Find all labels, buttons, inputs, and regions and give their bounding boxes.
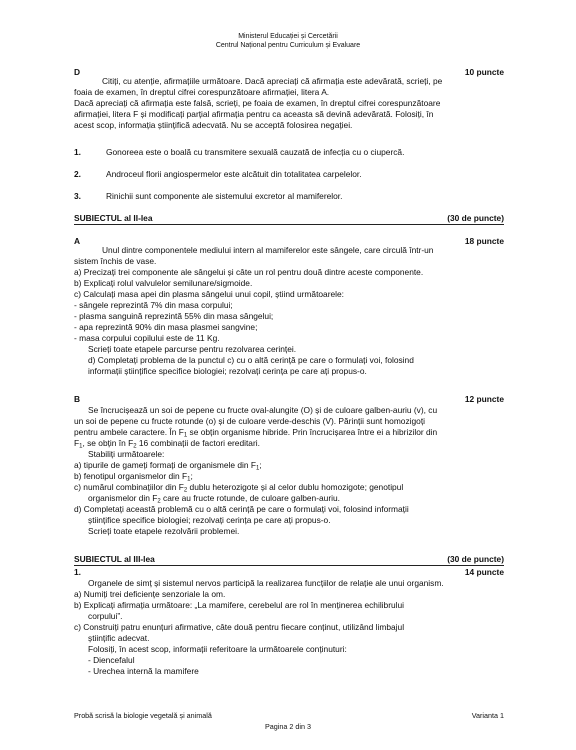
subject-2-b-letter: B	[74, 394, 81, 404]
subject-2-b-line: Se încrucișează un soi de pepene cu fructe oval-alungite (O) și de culoare galben-auriu (v), cu	[88, 405, 438, 415]
subject-2-a-line: Scrieți toate etapele parcurse pentru rezolvarea cerinței.	[88, 344, 297, 354]
subject-2-a-line: - masa corpului copilului este de 11 Kg.	[74, 333, 220, 343]
subject-2-b-line: un soi de pepene cu fructe rotunde (o) și de culoare verde-deschis (V). Părinții sunt homozigoți	[74, 416, 426, 426]
section-d-intro-3: Dacă apreciați că afirmația este falsă, scrieți, pe foaia de examen, în dreptul cifrei corespunzătoare	[74, 98, 441, 108]
subject-3-line: științific adecvat.	[88, 633, 150, 643]
section-d-points: 10 puncte	[464, 67, 504, 77]
subject-3-line: Folosiți, în acest scop, informații referitoare la următoarele conținuturi:	[88, 644, 347, 654]
subject-2-points: (30 de puncte)	[447, 213, 504, 223]
subject-2-a-line: d) Completați problema de la punctul c) cu o altă cerință pe care o formulați voi, folosind	[88, 355, 414, 365]
subject-2-b-line: b) fenotipul organismelor din $F_1$;	[74, 471, 193, 483]
section-d-intro-1: Citiți, cu atenție, afirmațiile următoare. Dacă apreciați că afirmația este adevărată, scrieți, pe	[102, 76, 443, 86]
item-text: Androceul florii angiospermelor este alcătuit din totalitatea carpelelor.	[106, 169, 362, 179]
subject-3-line: a) Numiți trei deficiențe senzoriale la om.	[74, 589, 226, 599]
subject-3-item-number: 1.	[74, 567, 81, 577]
subject-3-line: c) Construiți patru enunțuri afirmative, câte două pentru fiecare conținut, utilizând limbajul	[74, 622, 405, 632]
subject-3-line: - Diencefalul	[88, 655, 135, 665]
section-d-intro-2: foaia de examen, în dreptul cifrei corespunzătoare afirmației, litera A.	[74, 87, 330, 97]
subject-2-a-line: - apa reprezintă 90% din masa plasmei sangvine;	[74, 322, 258, 332]
subject-2-a-line: - plasma sanguină reprezintă 55% din masa sângelui;	[74, 311, 274, 321]
footer-exam-name: Probă scrisă la biologie vegetală și animală	[74, 711, 212, 720]
subject-2-b-line: Scrieți toate etapele rezolvării problemei.	[88, 526, 240, 536]
subject-2-a-line: b) Explicați rolul valvulelor semilunare/sigmoide.	[74, 278, 253, 288]
subject-3-item-points: 14 puncte	[464, 567, 504, 577]
subject-2-a-letter: A	[74, 236, 81, 246]
item-number: 3.	[74, 191, 81, 201]
subject-2-a-line: a) Precizați trei componente ale sângelui și câte un rol pentru două dintre aceste componente.	[74, 267, 424, 277]
subject-3-line: corpului”.	[88, 611, 123, 621]
footer-variant: Varianta 1	[471, 711, 504, 720]
subject-2-b-line: a) tipurile de gameți formați de organismele din $F_1$;	[74, 460, 262, 472]
section-d-intro-5: acest scop, informația științifică adecvată. Nu se acceptă folosirea negației.	[74, 120, 353, 130]
subject-2-a-line: Unul dintre componentele mediului intern al mamiferelor este sângele, care circulă într-un	[102, 245, 434, 255]
section-d-intro-4: afirmației, litera F și modificați parțial afirmația pentru ca aceasta să devină adevărată. Folosiți, în	[74, 109, 434, 119]
item-number: 2.	[74, 169, 81, 179]
subject-3-line: b) Explicați afirmația următoare: „La mamifere, cerebelul are rol în menținerea echilibrului	[74, 600, 405, 610]
subject-3-line: Organele de simț și sistemul nervos participă la realizarea funcțiilor de relație ale unui organism.	[88, 578, 444, 588]
subject-2-b-line: $F_1$, se obțin în $F_2$ 16 combinații de factori ereditari.	[74, 438, 260, 450]
header-center: Centrul Național pentru Curriculum și Evaluare	[215, 42, 361, 49]
item-text: Gonoreea este o boală cu transmitere sexuală cauzată de infecția cu o ciupercă.	[106, 147, 405, 157]
subject-2-a-line: - sângele reprezintă 7% din masa corpului;	[74, 300, 233, 310]
section-d-letter: D	[74, 67, 81, 77]
footer-page-number: Pagina 2 din 3	[265, 722, 311, 731]
subject-2-a-line: c) Calculați masa apei din plasma sângelui unui copil, știind următoarele:	[74, 289, 344, 299]
subject-2-a-line: sistem închis de vase.	[74, 256, 157, 266]
item-number: 1.	[74, 147, 81, 157]
subject-2-b-line: c) numărul combinațiilor din $F_2$ dublu heterozigote și al celor dublu homozigote; genotipul	[74, 482, 404, 494]
divider	[74, 565, 504, 566]
subject-2-b-line: organismelor din $F_2$ care au fructe rotunde, de culoare galben-auriu.	[88, 493, 340, 505]
subject-2-a-line: informații științifice specifice biologiei; rezolvați cerința pe care ați propus-o.	[88, 366, 367, 376]
subject-2-b-points: 12 puncte	[464, 394, 504, 404]
header-ministry: Ministerul Educației și Cercetării	[238, 33, 338, 40]
subject-2-b-line: d) Completați această problemă cu o altă cerință pe care o formulați voi, folosind informații	[74, 504, 409, 514]
subject-2-a-points: 18 puncte	[464, 236, 504, 246]
divider	[74, 224, 504, 225]
subject-3-line: - Urechea internă la mamifere	[88, 666, 199, 676]
subject-3-points: (30 de puncte)	[447, 554, 504, 564]
subject-2-title: SUBIECTUL al II-lea	[74, 213, 153, 223]
subject-2-b-line: Stabiliți următoarele:	[88, 449, 165, 459]
subject-3-title: SUBIECTUL al III-lea	[74, 554, 155, 564]
subject-2-b-line: pentru ambele caractere. În $F_1$ se obțin organisme hibride. Prin încrucișarea între ei a hibrizilor din	[74, 427, 438, 439]
subject-2-b-line: științifice specifice biologiei; rezolvați cerința pe care ați propus-o.	[88, 515, 331, 525]
item-text: Rinichii sunt componente ale sistemului excretor al mamiferelor.	[106, 191, 343, 201]
